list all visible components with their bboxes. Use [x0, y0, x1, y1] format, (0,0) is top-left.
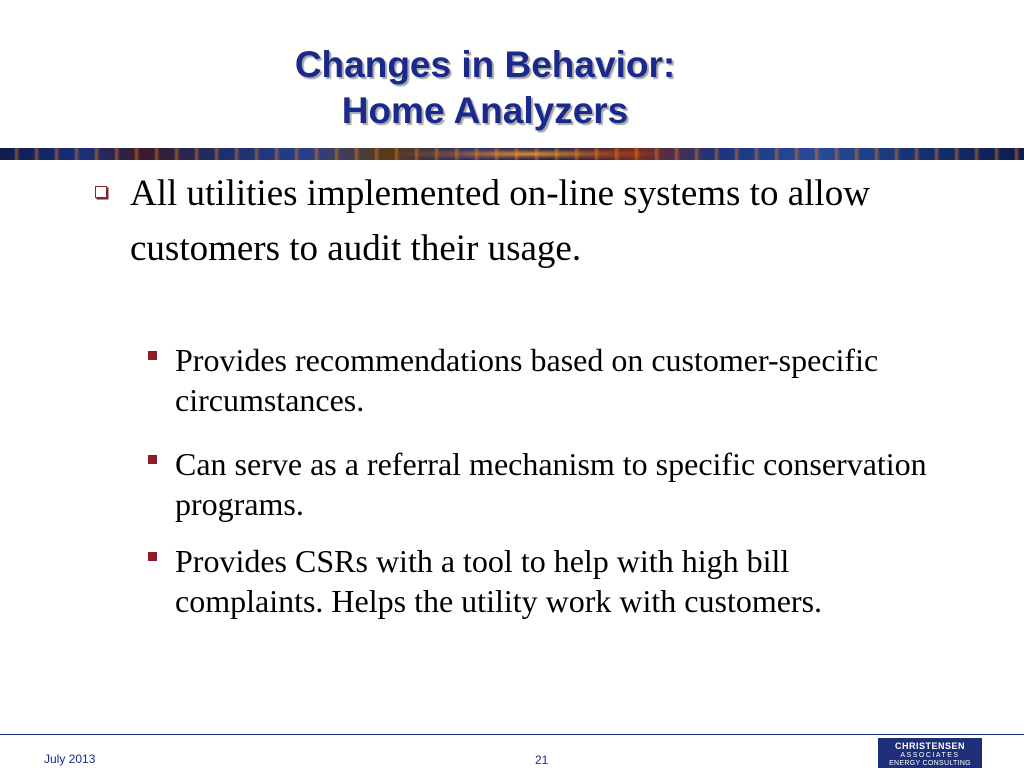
page-number: 21	[535, 753, 549, 767]
logo-line-2: ASSOCIATES	[900, 752, 960, 759]
sub-bullet-1: Provides recommendations based on customer-specific circumstances.	[175, 342, 879, 418]
logo-line-3: ENERGY CONSULTING	[889, 760, 971, 767]
main-bullet-text: All utilities implemented on-line systems to allow customers to audit their usage.	[130, 173, 870, 269]
sub-bullet-3: Provides CSRs with a tool to help with high bill complaints. Helps the utility work with customers.	[175, 543, 823, 619]
square-bullet-icon	[148, 455, 157, 464]
footer-date: July 2013	[44, 752, 96, 766]
title-line-1: Changes in Behavior:	[294, 44, 676, 85]
square-bullet-icon	[148, 351, 157, 360]
hollow-square-bullet-icon	[95, 186, 107, 198]
title-line-2: Home Analyzers	[341, 90, 629, 131]
footer-divider	[0, 734, 1024, 735]
square-bullet-icon	[148, 552, 157, 561]
company-logo	[878, 738, 982, 768]
logo-line-1: CHRISTENSEN	[894, 741, 965, 751]
sub-bullet-2: Can serve as a referral mechanism to specific conservation programs.	[175, 446, 927, 522]
